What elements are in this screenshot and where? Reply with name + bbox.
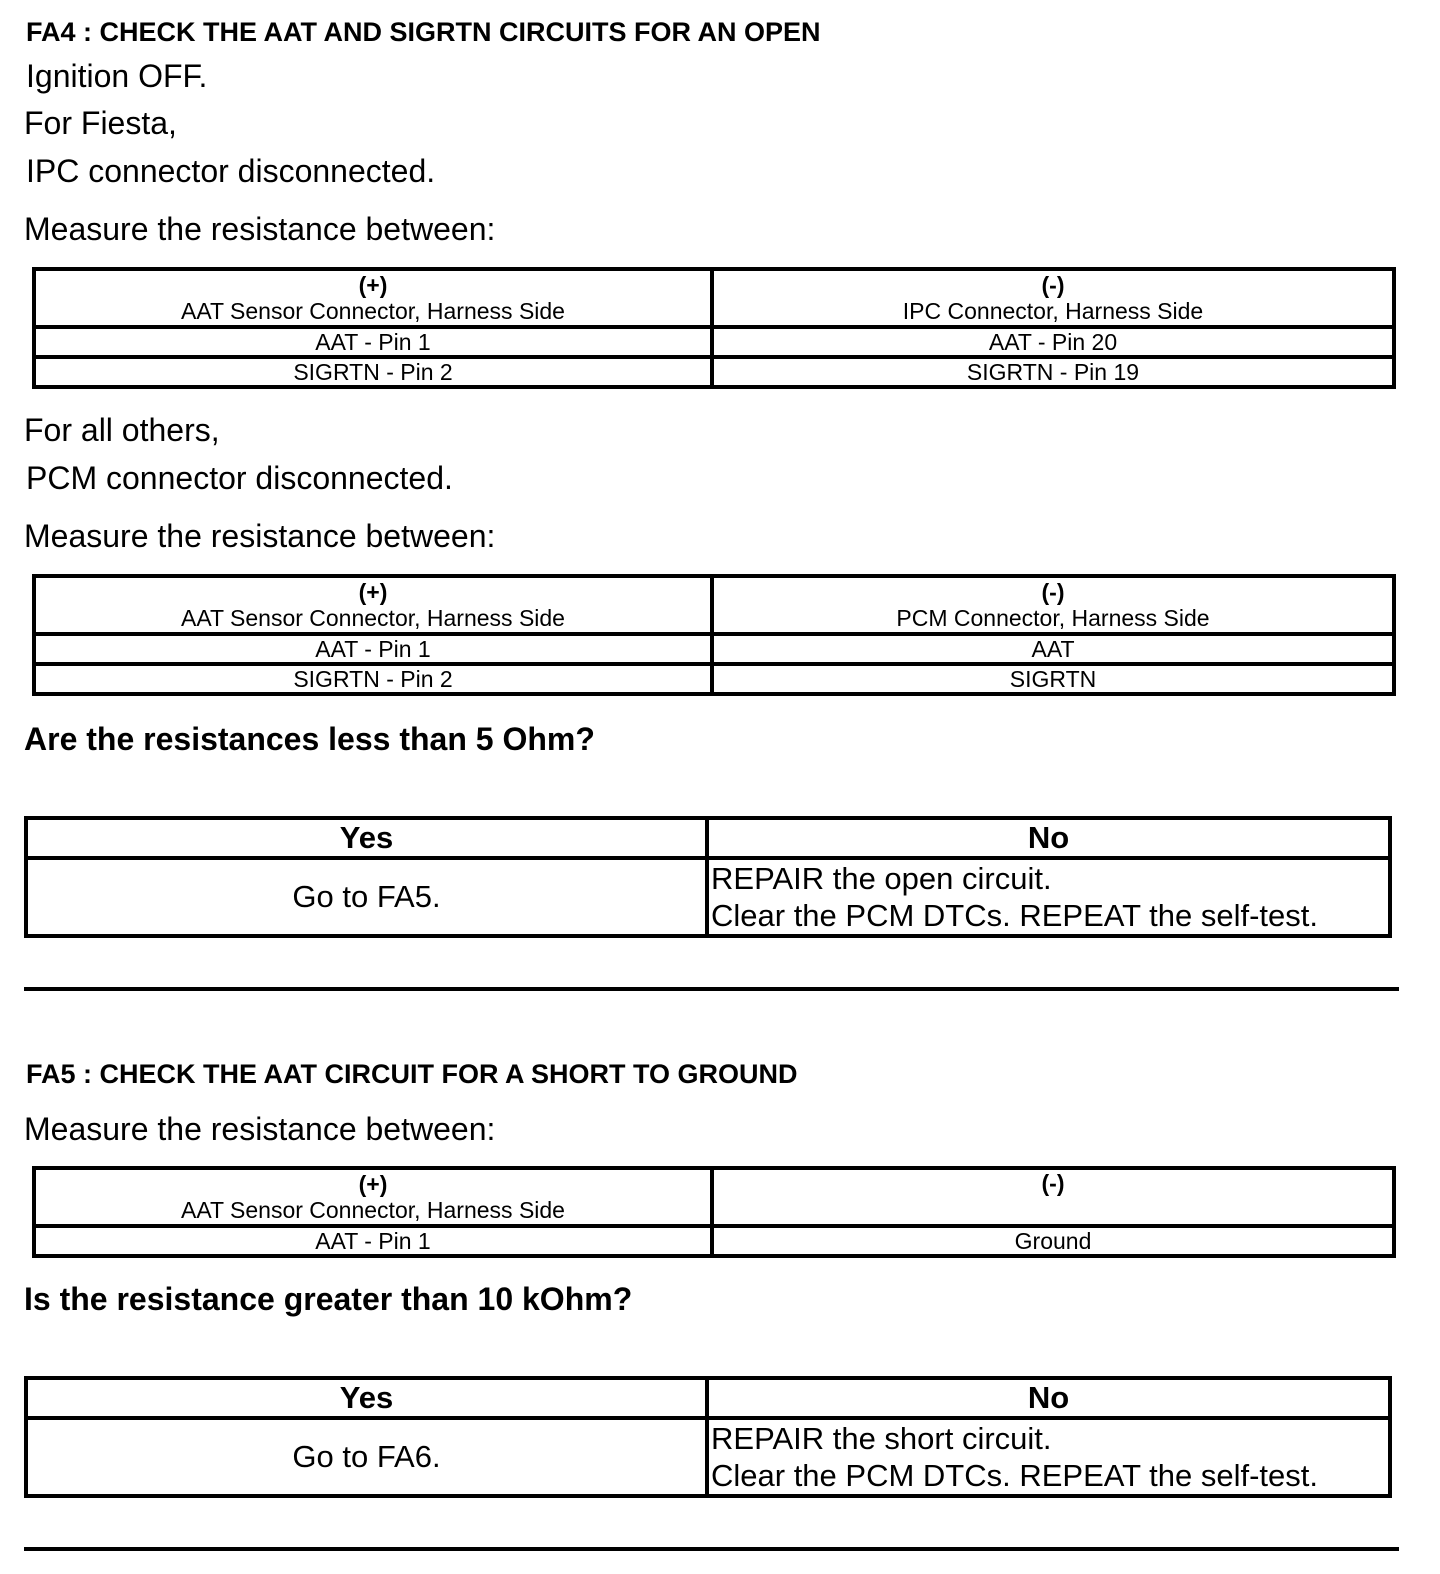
fa4-step-ignition: Ignition OFF. xyxy=(26,58,208,94)
fa4-step-all-others: For all others, xyxy=(24,412,220,448)
table-cell: SIGRTN - Pin 2 xyxy=(34,664,712,694)
table-cell: AAT - Pin 1 xyxy=(34,327,712,357)
minus-column-label: PCM Connector, Harness Side xyxy=(896,605,1210,631)
fa5-measure-label: Measure the resistance between: xyxy=(24,1111,496,1147)
plus-sign: (+) xyxy=(358,1171,388,1197)
fa5-question: Is the resistance greater than 10 kOhm? xyxy=(24,1281,633,1317)
table-row xyxy=(34,327,1394,357)
table-cell: SIGRTN - Pin 2 xyxy=(34,357,712,387)
table-row xyxy=(34,664,1394,694)
fa5-measurement-table xyxy=(32,1166,1396,1258)
no-action-line-2: Clear the PCM DTCs. REPEAT the self-test. xyxy=(711,898,1318,933)
plus-sign: (+) xyxy=(358,272,388,298)
fa5-heading: FA5 : CHECK THE AAT CIRCUIT FOR A SHORT TO GROUND xyxy=(26,1059,798,1089)
table-header-row xyxy=(34,269,1394,327)
plus-column-label: AAT Sensor Connector, Harness Side xyxy=(181,1197,565,1223)
result-body-row xyxy=(26,1418,1390,1496)
plus-column-header xyxy=(34,576,712,634)
plus-sign: (+) xyxy=(358,579,388,605)
table-cell: AAT - Pin 1 xyxy=(34,1226,712,1256)
fa4-step-pcm-disconnected: PCM connector disconnected. xyxy=(26,460,453,496)
table-header-row xyxy=(34,1168,1394,1226)
yes-action: Go to FA6. xyxy=(26,1418,707,1496)
no-header: No xyxy=(707,818,1390,858)
result-header-row xyxy=(26,1378,1390,1418)
table-row xyxy=(34,1226,1394,1256)
fa4-result-table xyxy=(24,816,1392,938)
plus-column-label: AAT Sensor Connector, Harness Side xyxy=(181,298,565,324)
minus-column-header xyxy=(712,576,1394,634)
table-row xyxy=(34,634,1394,664)
no-action-line-1: REPAIR the short circuit. xyxy=(711,1421,1052,1456)
table-cell: Ground xyxy=(712,1226,1394,1256)
no-action xyxy=(707,858,1390,936)
section-divider xyxy=(24,987,1399,991)
fa4-heading: FA4 : CHECK THE AAT AND SIGRTN CIRCUITS FOR AN OPEN xyxy=(26,17,821,47)
fa4-measure-label-1: Measure the resistance between: xyxy=(24,211,496,247)
result-header-row xyxy=(26,818,1390,858)
fa4-measurement-table-pcm xyxy=(32,574,1396,696)
fa4-measure-label-2: Measure the resistance between: xyxy=(24,518,496,554)
minus-sign: (-) xyxy=(1041,272,1065,298)
table-cell: AAT - Pin 20 xyxy=(712,327,1394,357)
no-action-line-1: REPAIR the open circuit. xyxy=(711,861,1052,896)
minus-sign: (-) xyxy=(1041,1170,1065,1196)
section-divider xyxy=(24,1547,1399,1551)
table-cell: SIGRTN - Pin 19 xyxy=(712,357,1394,387)
no-header: No xyxy=(707,1378,1390,1418)
minus-column-label: IPC Connector, Harness Side xyxy=(902,298,1204,324)
plus-column-header xyxy=(34,269,712,327)
minus-column-header xyxy=(712,1168,1394,1226)
table-cell: SIGRTN xyxy=(712,664,1394,694)
table-header-row xyxy=(34,576,1394,634)
yes-action: Go to FA5. xyxy=(26,858,707,936)
table-row xyxy=(34,357,1394,387)
yes-header: Yes xyxy=(26,818,707,858)
no-action xyxy=(707,1418,1390,1496)
fa4-step-ipc-disconnected: IPC connector disconnected. xyxy=(26,153,436,189)
table-cell: AAT - Pin 1 xyxy=(34,634,712,664)
result-body-row xyxy=(26,858,1390,936)
table-cell: AAT xyxy=(712,634,1394,664)
plus-column-label: AAT Sensor Connector, Harness Side xyxy=(181,605,565,631)
yes-header: Yes xyxy=(26,1378,707,1418)
fa4-step-fiesta: For Fiesta, xyxy=(24,105,177,141)
minus-column-header xyxy=(712,269,1394,327)
fa4-measurement-table-ipc xyxy=(32,267,1396,389)
minus-sign: (-) xyxy=(1041,579,1065,605)
no-action-line-2: Clear the PCM DTCs. REPEAT the self-test. xyxy=(711,1458,1318,1493)
fa4-question: Are the resistances less than 5 Ohm? xyxy=(24,721,595,757)
plus-column-header xyxy=(34,1168,712,1226)
fa5-result-table xyxy=(24,1376,1392,1498)
